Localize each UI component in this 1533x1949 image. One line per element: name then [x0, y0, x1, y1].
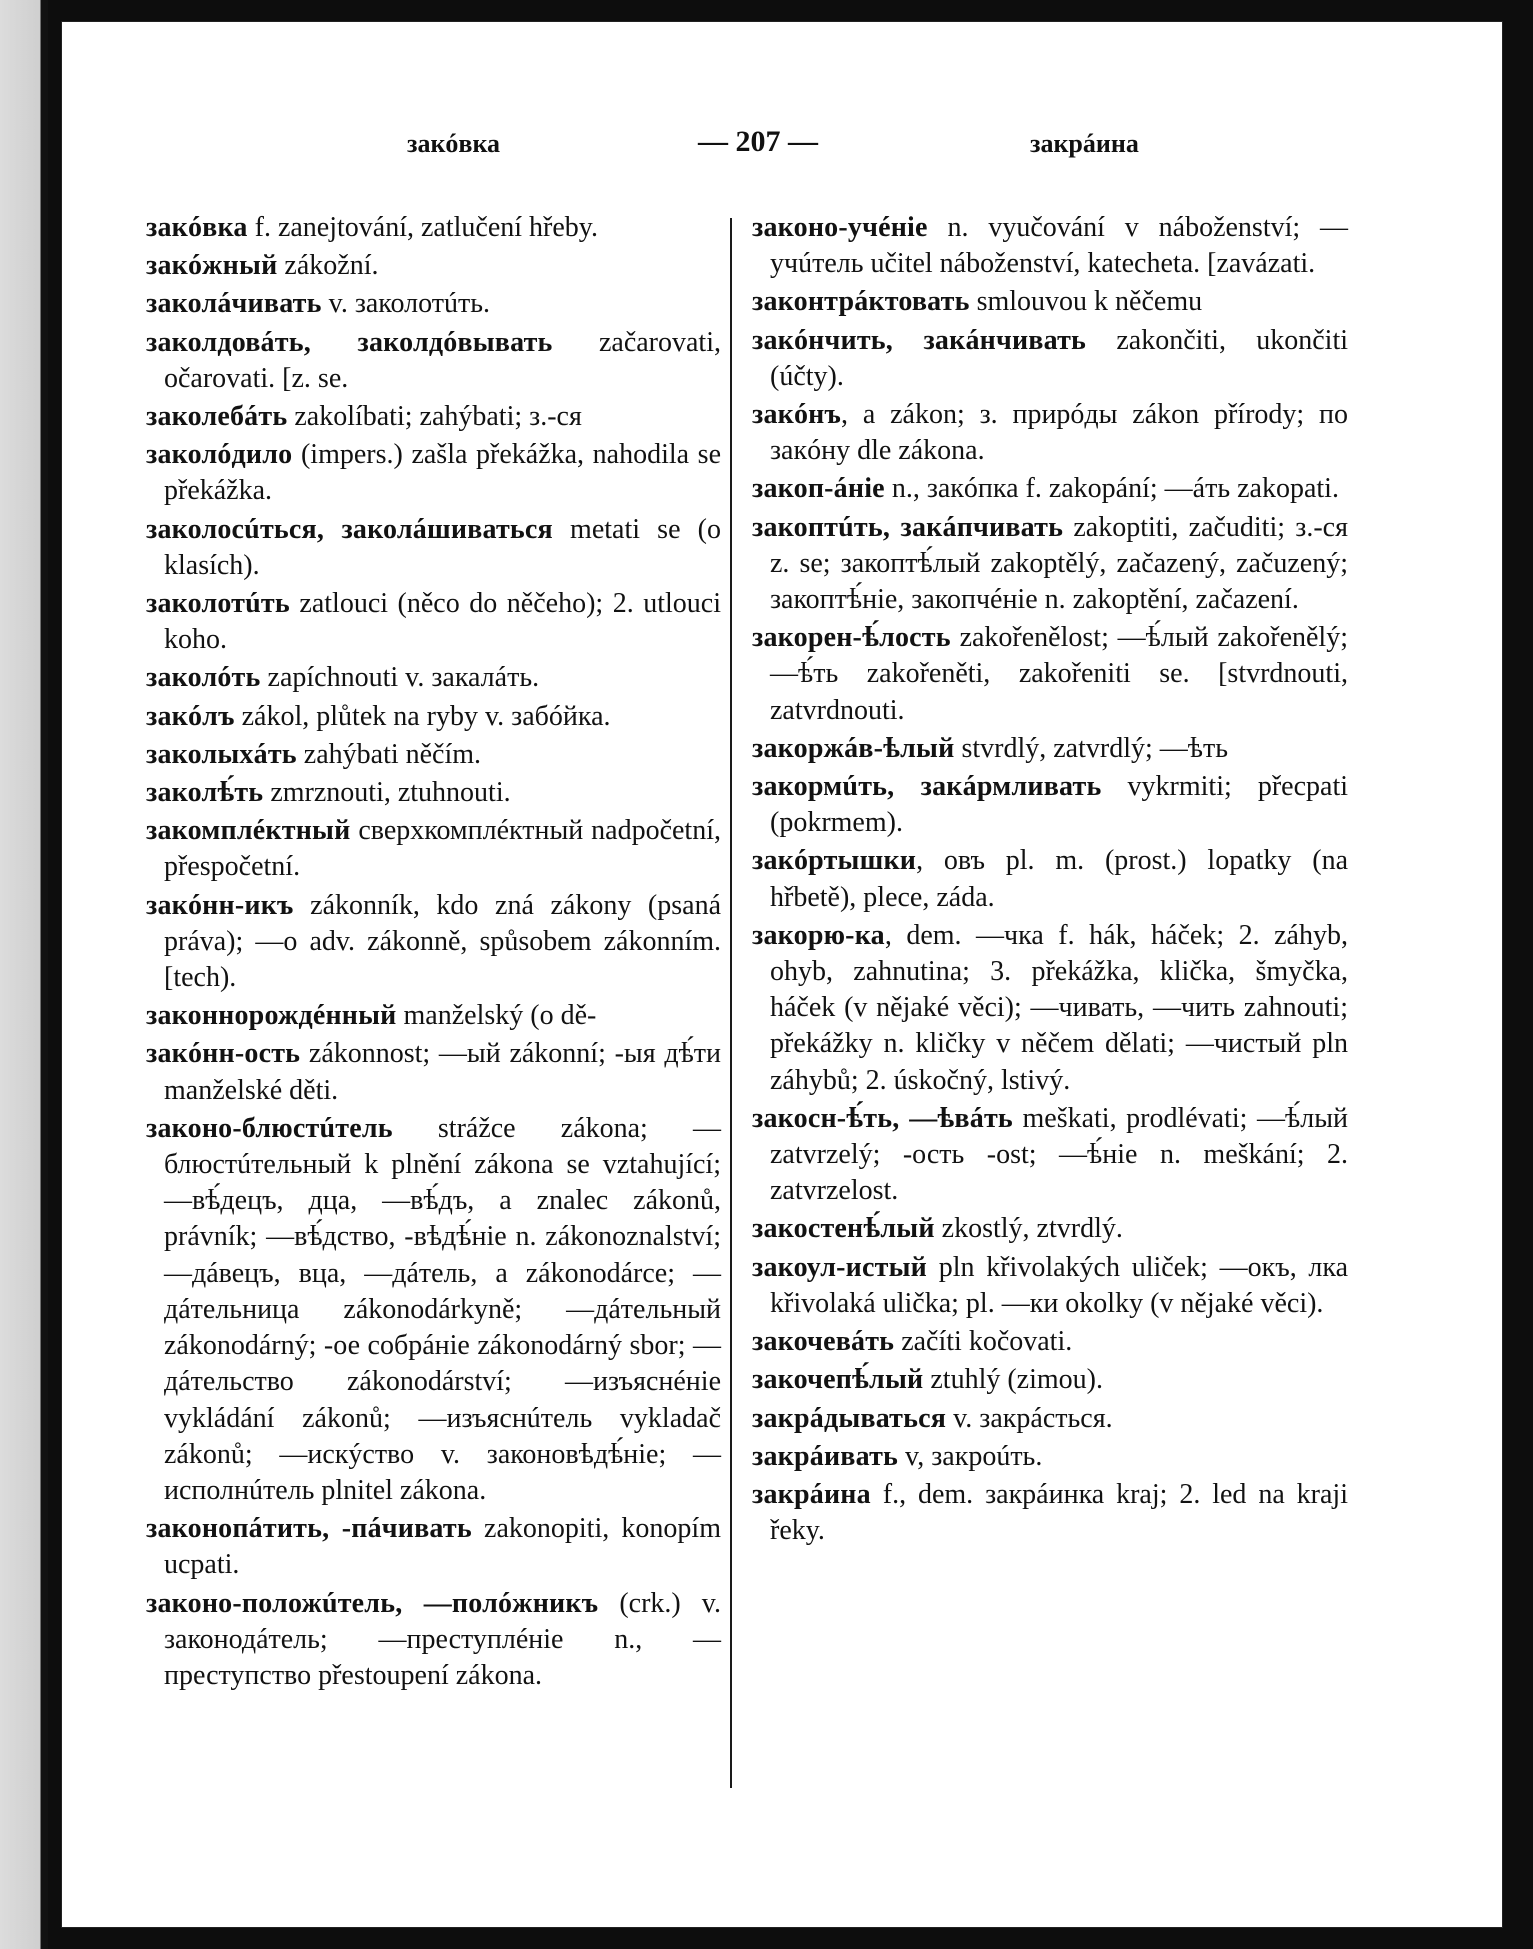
entry-definition: pln křivolakých uliček; —окъ, лка křivolaká ulička; pl. —ки okolky (v nějaké věci). [770, 1251, 1348, 1319]
entry-definition: zákonnost; —ый zákonní; -ыя дѣ́ти manželské děti. [164, 1038, 721, 1106]
entry-definition: meškati, prodlévati; —ѣ́лый zatvrzelý; -ость -ost; —ѣ́ніе n. meškání; 2. zatvrzelost. [770, 1102, 1348, 1207]
entry-headword: законтрáктовать [752, 286, 970, 318]
dictionary-entry [146, 737, 721, 773]
entry-definition: (crk.) v. законодáтель; —преступлéніе n., —преступство přestoupení zákona. [164, 1587, 721, 1691]
entry-definition: strážce zákona; —блюстúтельный k plnění zákona se vztahující; —вѣ́децъ, дца, —вѣ́дъ, a znalec zákonů, právník; —вѣ́дство, -вѣдѣ́ніе n. zákonoznalství; —дáвецъ, вца, —дáтель, a zákonodárce; —дáтельница zákonodárkyně; —дáтельный zákonodárný; -ое собрáніе zákonodárný sbor; —дáтельство zákonodárství; —изъяснéніе vykládání zákonů; —изъяснúтель vykladač zákonů; —искýство v. законовѣдѣ́ніе; —исполнúтель plnitel zákona. [164, 1112, 721, 1506]
dictionary-entry [752, 284, 1348, 320]
entry-headword: закоржáв-ѣлый [752, 732, 955, 764]
dictionary-entry [146, 210, 721, 246]
entry-definition: vykrmiti; přecpati (pokrmem). [770, 771, 1348, 839]
dictionary-entry [146, 998, 721, 1034]
dictionary-entry [752, 620, 1348, 729]
entry-headword: закочепѣ́лый [752, 1364, 924, 1396]
entry-definition: zákonník, kdo zná zákony (psaná práva); —о adv. zákonně, spůsobem zákonním. [tech). [164, 889, 721, 994]
entry-definition: v, закроúть. [898, 1440, 1043, 1472]
entry-definition: stvrdlý, zatvrdlý; —ѣть [954, 732, 1228, 764]
dictionary-entry [752, 1324, 1348, 1360]
entry-headword: заколосúться, заколáшиваться [146, 513, 553, 545]
dictionary-entry [752, 323, 1348, 395]
dictionary-entry [752, 1362, 1348, 1398]
entry-definition: metati se (o klasích). [164, 513, 721, 581]
dictionary-entry [146, 399, 721, 435]
entry-definition: manželský (o dě- [396, 1000, 597, 1032]
entry-definition: сверхкомплéктный nadpočetní, přespočetní. [164, 815, 721, 883]
dictionary-entry [146, 1586, 721, 1695]
running-head-left: закóвка [407, 129, 501, 158]
dictionary-entry [146, 1511, 721, 1583]
entry-headword: закрáивать [752, 1440, 899, 1472]
dictionary-entry [752, 769, 1348, 841]
dictionary-entry [146, 512, 721, 584]
entry-definition: v. закрáсться. [946, 1402, 1113, 1434]
dictionary-entry [146, 286, 721, 322]
entry-headword: закрáина [752, 1478, 871, 1510]
entry-headword: законопáтить, -пáчивать [146, 1513, 472, 1545]
scan-left-edge [0, 0, 48, 1949]
dictionary-entry [752, 510, 1348, 619]
entry-headword: закоп-áніе [752, 473, 885, 505]
dictionary-entry [146, 586, 721, 658]
dictionary-entry [752, 843, 1348, 915]
entry-headword: закорен-ѣ́лость [752, 622, 951, 654]
dictionary-entry [146, 813, 721, 885]
entry-headword: закостенѣ́лый [752, 1213, 935, 1245]
entry-headword: заколдовáть, заколдóвывать [146, 326, 553, 358]
entry-headword: закосн-ѣ́ть, —ѣвáть [752, 1102, 1013, 1134]
entry-definition: zakončiti, ukončiti (účty). [770, 324, 1348, 392]
dictionary-entry [752, 1401, 1348, 1437]
entry-definition: n., закóпка f. zakopání; —áть zakopati. [884, 473, 1339, 505]
entry-definition: zkostlý, ztvrdlý. [934, 1213, 1123, 1245]
entry-headword: законо-положúтель, —полóжникъ [146, 1587, 599, 1619]
dictionary-entry [752, 1250, 1348, 1322]
entry-definition: zákol, plůtek na ryby v. забóйка. [234, 700, 611, 732]
dictionary-entry [752, 210, 1348, 282]
entry-headword: заколóдило [146, 439, 293, 471]
entry-headword: закóнъ [752, 399, 842, 431]
entry-definition: , овъ pl. m. (prost.) lopatky (na hřbetě), plece, záda. [770, 845, 1348, 913]
dictionary-entry [752, 1211, 1348, 1247]
dictionary-entry [146, 699, 721, 735]
dictionary-entry [146, 1111, 721, 1509]
entry-definition: začarovati, očarovati. [z. se. [164, 326, 721, 394]
entry-headword: законнорождéнный [146, 1000, 397, 1032]
dictionary-entry [752, 471, 1348, 507]
dictionary-entry [146, 660, 721, 696]
entry-definition: , а zákon; з. прирóды zákon přírody; по закóну dle zákona. [770, 399, 1348, 467]
entry-headword: закóртышки [752, 845, 917, 877]
entry-headword: закóнн-ость [146, 1038, 301, 1070]
entry-headword: закóнчить, закáнчивать [752, 324, 1087, 356]
entry-headword: закоул-истый [752, 1251, 927, 1283]
entry-definition: zakořenělost; —ѣ́лый zakořenělý; —ѣ́ть zakořeněti, zakořeniti se. [stvrdnouti, zatvrdnouti. [770, 622, 1348, 726]
entry-headword: заколыхáть [146, 738, 297, 770]
entry-definition: zakoptiti, začuditi; з.-ся z. se; закоптѣ́лый zakoptělý, začazený, začuzený; закоптѣ́ніе, закопчéніе n. zakoptění, začazení. [770, 511, 1348, 616]
running-head [62, 125, 1502, 169]
dictionary-entry [146, 1036, 721, 1108]
entry-headword: закоптúть, закáпчивать [752, 511, 1064, 543]
dictionary-entry [752, 731, 1348, 767]
entry-definition: v. заколотúть. [321, 288, 490, 320]
entry-headword: закомплéктный [146, 815, 351, 847]
dictionary-entry [146, 325, 721, 397]
right-column [752, 210, 1348, 1551]
entry-definition: zatlouci (něco do něčeho); 2. utlouci koho. [164, 588, 721, 656]
page-number: — 207 — [698, 125, 818, 158]
entry-definition: , dem. —чка f. hák, háček; 2. záhyb, ohyb, zahnutina; 3. překážka, klička, šmyčka, háček (v nějaké věci); —чивать, —чить zahnouti; překážky n. kličky v něčem dělati; —чистый pln záhybů; 2. úskočný, lstivý. [770, 919, 1348, 1096]
entry-headword: закорю-ка [752, 919, 885, 951]
dictionary-entry [752, 1101, 1348, 1210]
entry-definition: (impers.) zašla překážka, nahodila se překážka. [164, 439, 721, 507]
entry-headword: заколáчивать [146, 288, 322, 320]
entry-headword: заколѣ́ть [146, 777, 264, 809]
entry-headword: закóжный [146, 250, 278, 282]
entry-headword: заколебáть [146, 401, 288, 433]
left-column [146, 210, 721, 1696]
running-head-right: закрáина [1030, 129, 1139, 158]
entry-headword: законо-учéніе [752, 212, 928, 243]
entry-headword: закóлъ [146, 700, 235, 732]
entry-definition: n. vyučování v náboženství; —учúтель učitel náboženství, katecheta. [zavázati. [770, 212, 1348, 280]
entry-definition: ztuhlý (zimou). [923, 1364, 1103, 1396]
entry-headword: закормúть, закáрмливать [752, 771, 1102, 803]
entry-headword: заколотúть [146, 588, 290, 620]
dictionary-entry [752, 1439, 1348, 1475]
entry-definition: zahýbati něčím. [296, 738, 482, 770]
entry-headword: закочевáть [752, 1326, 895, 1358]
dictionary-entry [146, 248, 721, 284]
dictionary-entry [752, 1477, 1348, 1549]
entry-definition: zakolíbati; zahýbati; з.-ся [287, 401, 582, 433]
entry-definition: f. zanejtování, zatlučení hřeby. [247, 212, 598, 243]
entry-headword: заколóть [146, 662, 261, 694]
entry-definition: zákožní. [277, 250, 379, 282]
dictionary-entry [146, 888, 721, 997]
dictionary-entry [146, 437, 721, 509]
entry-definition: zapíchnouti v. закалáть. [260, 662, 540, 694]
entry-headword: закрáдываться [752, 1402, 947, 1434]
entry-definition: smlouvou k něčemu [969, 286, 1203, 318]
entry-headword: законо-блюстúтель [146, 1112, 393, 1144]
dictionary-page [62, 22, 1502, 1927]
entry-definition: f., dem. закрáинка kraj; 2. led na kraji řeky. [770, 1478, 1348, 1547]
dictionary-entry [752, 397, 1348, 469]
entry-definition: zmrznouti, ztuhnouti. [263, 777, 511, 809]
dictionary-entry [146, 775, 721, 811]
column-divider [730, 218, 732, 1788]
entry-definition: začíti kočovati. [894, 1326, 1073, 1358]
entry-headword: закóвка [146, 212, 248, 243]
entry-headword: закóнн-икъ [146, 889, 294, 921]
entry-definition: zakonopiti, konopím ucpati. [164, 1513, 721, 1581]
dictionary-entry [752, 918, 1348, 1099]
